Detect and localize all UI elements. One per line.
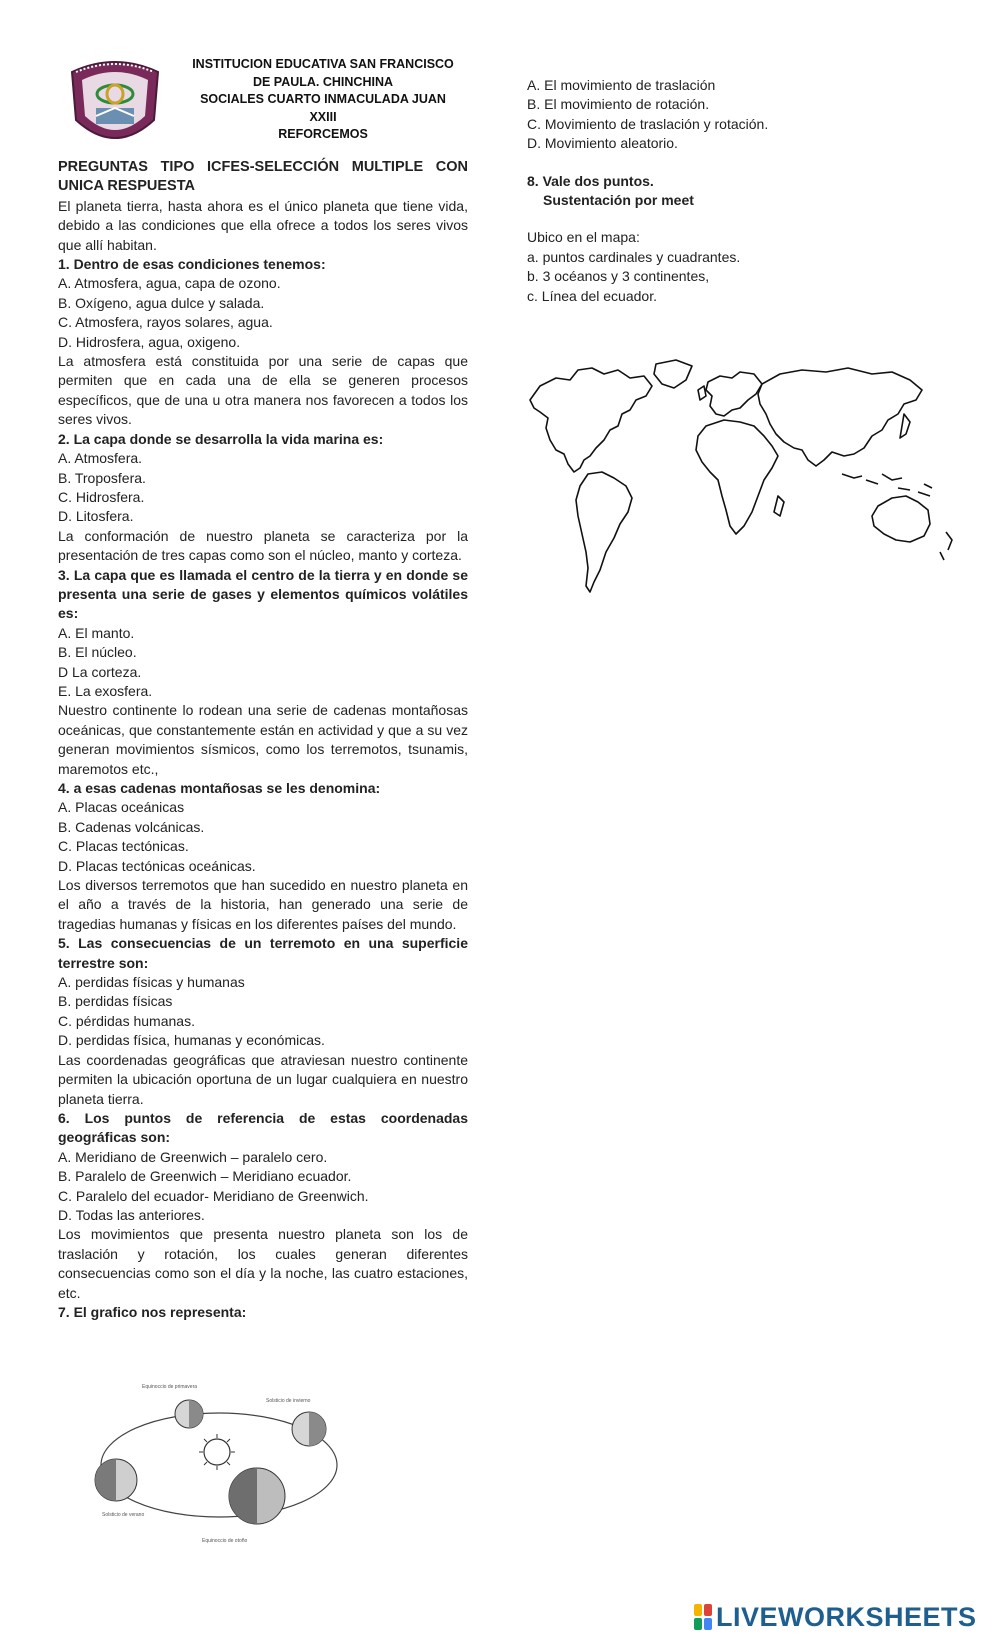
question-5-option: B. perdidas físicas (58, 993, 173, 1010)
question-4-option: B. Cadenas volcánicas. (58, 818, 205, 835)
australia-outline (872, 496, 930, 542)
question-7-option: A. El movimiento de traslación (527, 77, 716, 93)
intro-paragraph: Los diversos terremotos que han sucedido en nuestro planeta en el año a través de la historia, han generado una serie de tragedias humanas y físicas en los diferentes países del mundo. (58, 877, 468, 932)
islands-outline (842, 474, 932, 496)
question-6: 6. Los puntos de referencia de estas coordenadas geográficas son: (58, 1109, 468, 1146)
asia-outline (758, 368, 922, 466)
greenland-outline (654, 360, 692, 388)
question-5-option: C. pérdidas humanas. (58, 1012, 195, 1029)
europe-outline (706, 372, 762, 416)
uk-outline (698, 386, 706, 400)
intro-paragraph: La atmosfera está constituida por una serie de capas que permiten que en cada una de ella se generen procesos específicos, que de una u otra manera nos favorecen a todos los seres vivos. (58, 353, 468, 428)
earth-icon (175, 1400, 203, 1428)
question-7: 7. El grafico nos representa: (58, 1303, 247, 1320)
section-title: PREGUNTAS TIPO ICFES-SELECCIÓN MULTIPLE CON UNICA RESPUESTA (58, 159, 468, 195)
new-zealand-outline (940, 532, 952, 560)
liveworksheets-wordmark: LIVEWORKSHEETS (716, 1601, 977, 1632)
orbit-label: Equinoccio de primavera (142, 1384, 198, 1390)
question-6-option: B. Paralelo de Greenwich – Meridiano ecuador. (58, 1168, 352, 1185)
liveworksheets-icon (694, 1604, 712, 1630)
question-6-option: A. Meridiano de Greenwich – paralelo cero. (58, 1148, 328, 1165)
earth-icon (229, 1468, 285, 1524)
question-5-option: A. perdidas físicas y humanas (58, 974, 245, 991)
intro-paragraph: Nuestro continente lo rodean una serie de cadenas montañosas oceánicas, que constantemente están en actividad y que a su vez generan movimientos sísmicos, como los terremotos, tsunamis, maremotos etc., (58, 702, 468, 777)
intro-paragraph: Las coordenadas geográficas que atraviesan nuestro continente permiten la ubicación oportuna de un lugar cualquiera en nuestro planeta tierra. (58, 1051, 468, 1107)
header-line-3: SOCIALES CUARTO INMACULADA JUAN (200, 92, 446, 106)
earth-icon (95, 1459, 137, 1501)
question-4-option: C. Placas tectónicas. (58, 838, 189, 855)
orbit-label: Equinoccio de otoño (202, 1538, 248, 1544)
intro-paragraph: Los movimientos que presenta nuestro planeta son los de traslación y rotación, los cuales generan diferentes consecuencias como son el día y la noche, las cuatro estaciones, etc. (58, 1226, 468, 1301)
south-america-outline (576, 472, 632, 592)
left-column (58, 158, 468, 1322)
school-header (178, 56, 468, 144)
question-8: 8. Vale dos puntos. (527, 172, 654, 189)
question-6-option: C. Paralelo del ecuador- Meridiano de Greenwich. (58, 1187, 369, 1204)
question-1-option: D. Hidrosfera, agua, oxigeno. (58, 333, 241, 350)
question-5-option: D. perdidas física, humanas y económicas. (58, 1032, 325, 1049)
right-column (527, 76, 957, 306)
header-line-1: INSTITUCION EDUCATIVA SAN FRANCISCO (192, 57, 454, 71)
africa-outline (696, 420, 778, 534)
orbit-label: Solsticio de verano (102, 1512, 145, 1518)
intro-paragraph: El planeta tierra, hasta ahora es el único planeta que tiene vida, debido a las condiciones que ella ofrece a todos los seres vivos que allí habitan. (58, 197, 468, 253)
question-3-option: E. La exosfera. (58, 682, 153, 699)
question-4-option: A. Placas oceánicas (58, 799, 185, 816)
header-line-5: REFORCEMOS (278, 127, 368, 141)
map-item: b. 3 océanos y 3 continentes, (527, 268, 710, 285)
question-3: 3. La capa que es llamada el centro de la tierra y en donde se presenta una serie de gases y elementos químicos volátiles es: (58, 566, 468, 622)
school-crest-icon (66, 58, 164, 152)
question-1: 1. Dentro de esas condiciones tenemos: (58, 256, 326, 273)
header-line-2: DE PAULA. CHINCHINA (252, 74, 394, 89)
map-item: c. Línea del ecuador. (527, 287, 657, 304)
question-7-option: B. El movimiento de rotación. (527, 96, 710, 113)
header-line-4: XXIII (309, 109, 337, 124)
question-7-option: C. Movimiento de traslación y rotación. (527, 115, 769, 132)
question-1-option: C. Atmosfera, rayos solares, agua. (58, 314, 273, 331)
japan-outline (900, 414, 910, 438)
question-5: 5. Las consecuencias de un terremoto en una superficie terrestre son: (58, 935, 468, 971)
sun-icon (199, 1434, 235, 1470)
map-item: a. puntos cardinales y cuadrantes. (527, 248, 741, 265)
question-2: 2. La capa donde se desarrolla la vida marina es: (58, 430, 384, 447)
orbit-label: Solsticio de invierno (266, 1398, 311, 1404)
question-7-option: D. Movimiento aleatorio. (527, 135, 678, 152)
question-3-option: D La corteza. (58, 663, 142, 680)
question-6-option: D. Todas las anteriores. (58, 1206, 205, 1223)
question-4-option: D. Placas tectónicas oceánicas. (58, 857, 256, 874)
question-1-option: A. Atmosfera, agua, capa de ozono. (58, 275, 281, 292)
earth-icon (292, 1412, 326, 1446)
question-3-option: B. El núcleo. (58, 644, 137, 661)
earth-orbit-diagram (84, 1380, 354, 1550)
liveworksheets-logo (694, 1601, 977, 1633)
intro-paragraph: La conformación de nuestro planeta se caracteriza por la presentación de tres capas como son el núcleo, manto y corteza. (58, 527, 468, 564)
world-map (526, 356, 964, 618)
question-2-option: C. Hidrosfera. (58, 488, 145, 505)
question-4: 4. a esas cadenas montañosas se les denomina: (58, 780, 381, 796)
question-2-option: A. Atmosfera. (58, 450, 143, 467)
question-1-option: B. Oxígeno, agua dulce y salada. (58, 294, 265, 311)
map-prompt: Ubico en el mapa: (527, 229, 640, 246)
question-2-option: B. Troposfera. (58, 469, 146, 486)
madagascar-outline (774, 496, 784, 516)
question-8-subtitle: Sustentación por meet (543, 192, 694, 209)
question-3-option: A. El manto. (58, 624, 135, 641)
north-america-outline (530, 368, 652, 472)
question-2-option: D. Litosfera. (58, 508, 134, 525)
